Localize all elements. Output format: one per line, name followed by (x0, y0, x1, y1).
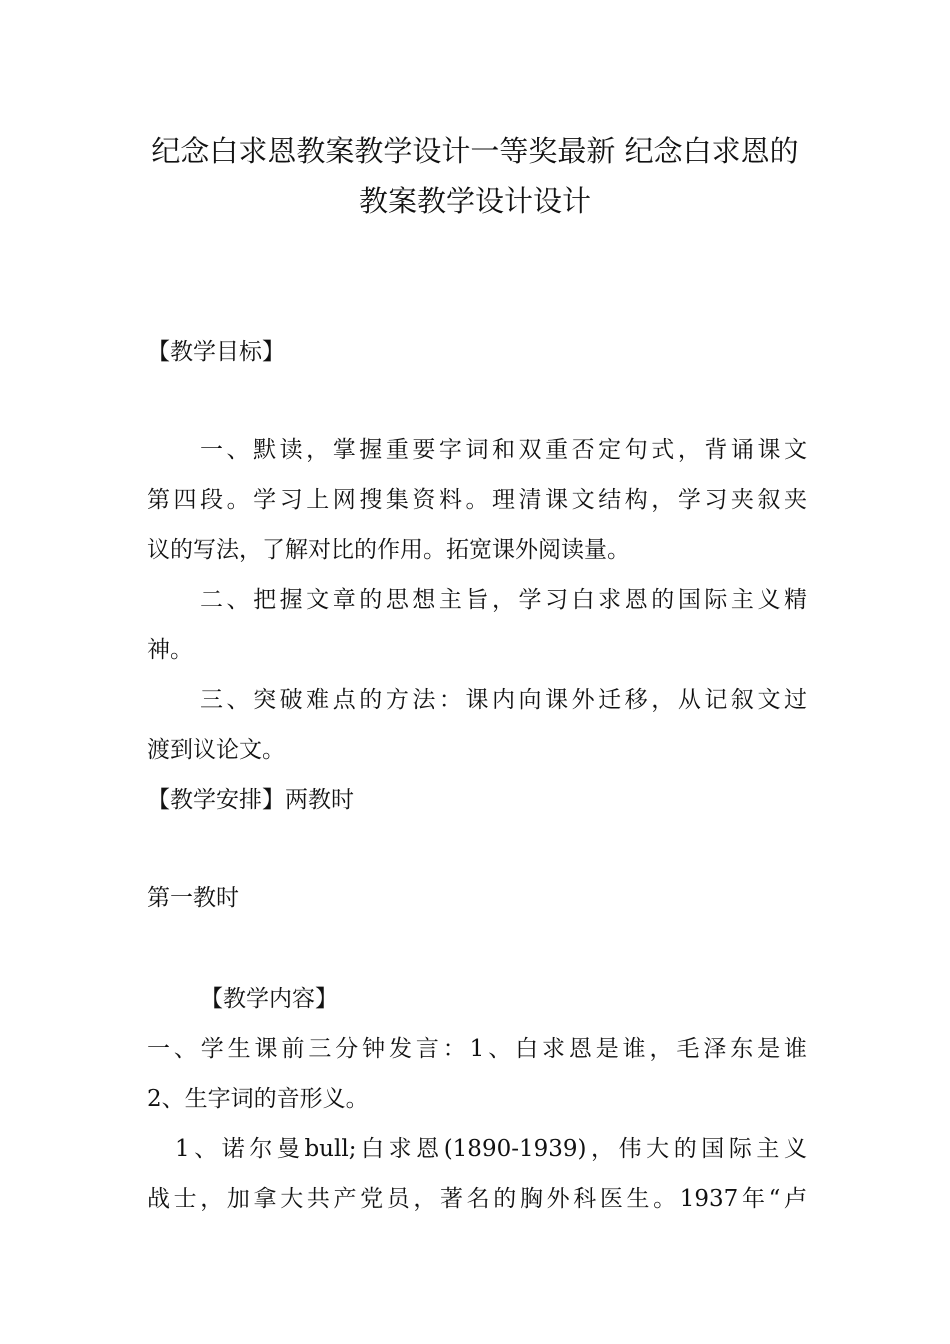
lesson-heading: 第一教时 (147, 885, 239, 911)
content-1-line-2: 2、生字词的音形义。 (147, 1086, 369, 1112)
goal-1-line-2: 第四段。学习上网搜集资料。理清课文结构，学习夹叙夹 (147, 487, 807, 513)
goal-2-line-2: 神。 (147, 637, 193, 663)
section-heading-goals: 【教学目标】 (147, 339, 285, 365)
section-heading-content: 【教学内容】 (200, 986, 338, 1012)
document-title-line-1: 纪念白求恩教案教学设计一等奖最新 纪念白求恩的 (151, 134, 799, 168)
goal-3-line-1: 三、突破难点的方法：课内向课外迁移，从记叙文过 (200, 687, 807, 713)
goal-1-line-3: 议的写法，了解对比的作用。拓宽课外阅读量。 (147, 537, 630, 563)
goal-2-line-1: 二、把握文章的思想主旨，学习白求恩的国际主义精 (200, 587, 807, 613)
document-title-line-2: 教案教学设计设计 (358, 184, 591, 218)
note-1-line-1: 1、诺尔曼bull;白求恩(1890-1939)，伟大的国际主义 (175, 1136, 807, 1162)
section-heading-arrangement: 【教学安排】两教时 (147, 787, 354, 813)
note-1-line-2: 战士，加拿大共产党员，著名的胸外科医生。1937年“卢 (147, 1186, 807, 1212)
content-1-line-1: 一、学生课前三分钟发言：1、白求恩是谁，毛泽东是谁 (147, 1036, 807, 1062)
goal-1-line-1: 一、默读，掌握重要字词和双重否定句式，背诵课文 (200, 437, 807, 463)
goal-3-line-2: 渡到议论文。 (147, 737, 285, 763)
